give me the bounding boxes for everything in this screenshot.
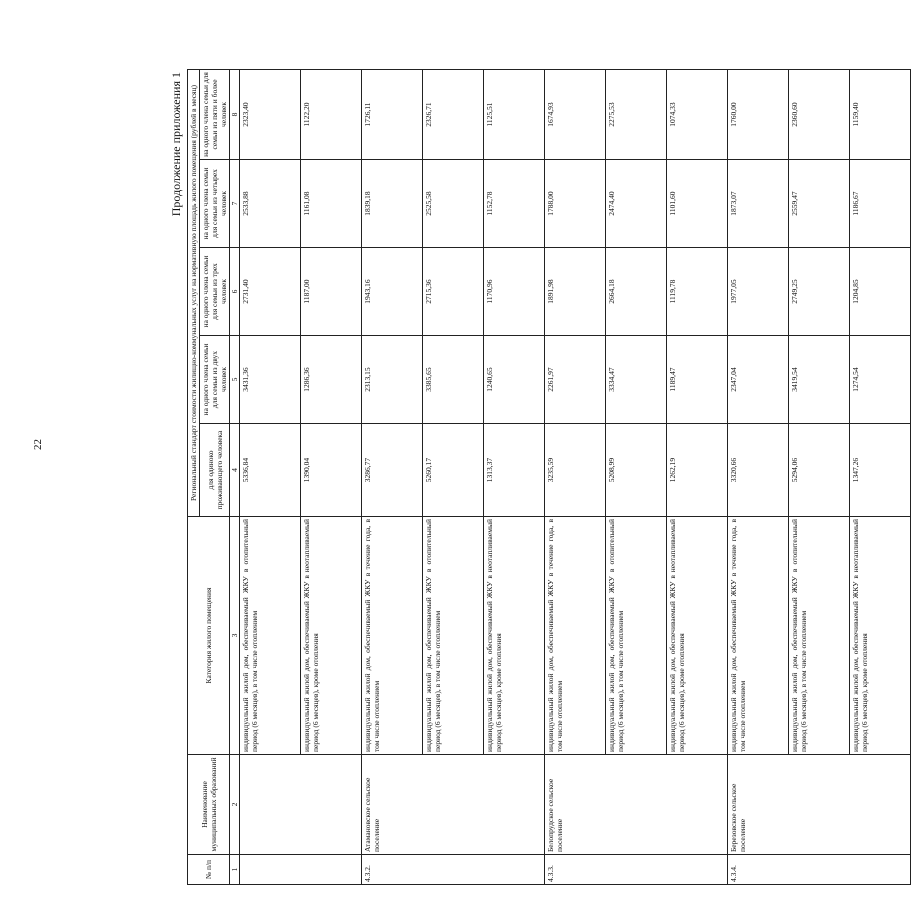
- municipality-name: [240, 755, 362, 855]
- standard-value: 1189,47: [667, 336, 728, 424]
- standard-value: 1977,05: [728, 248, 789, 336]
- standard-value: 2347,04: [728, 336, 789, 424]
- standard-value: 2731,40: [240, 248, 301, 336]
- header-standard: Региональный стандарт стоимости жилищно-коммунальных услуг на нормативную площадь жилого помещения (рублей в месяц): [188, 69, 200, 516]
- row-number: [240, 855, 362, 885]
- standard-value: 3320,66: [728, 424, 789, 517]
- standard-value: 1726,11: [362, 69, 423, 159]
- standard-value: 2715,36: [423, 248, 484, 336]
- standard-value: 5208,99: [606, 424, 667, 517]
- standard-value: 2261,97: [545, 336, 606, 424]
- standard-value: 2559,47: [789, 160, 850, 248]
- standard-value: 1187,00: [301, 248, 362, 336]
- standard-value: 2323,40: [240, 69, 301, 159]
- dwelling-category: индивидуальный жилой дом, обеспечиваемый ЖКУ в течение года, в том числе отоплением: [545, 517, 606, 755]
- standard-value: 2525,58: [423, 160, 484, 248]
- standard-value: 1262,19: [667, 424, 728, 517]
- row-number: 4.3.4.: [728, 855, 911, 885]
- table-body: [240, 69, 911, 884]
- standard-value: 5294,06: [789, 424, 850, 517]
- header-sub-5: на одного члена семьи для семьи из пяти и более человек: [200, 69, 230, 159]
- column-number: 1: [230, 855, 240, 885]
- header-sub-1: для одиноко проживающего человека: [200, 424, 230, 517]
- standard-value: 1159,40: [850, 69, 911, 159]
- standard-value: 2749,25: [789, 248, 850, 336]
- standard-value: 1274,54: [850, 336, 911, 424]
- standard-value: 1839,18: [362, 160, 423, 248]
- dwelling-category: индивидуальный жилой дом, обеспечиваемый ЖКУ в течение года, в том числе отоплением: [728, 517, 789, 755]
- header-sub-4: на одного члена семьи для семьи из четырех человек: [200, 160, 230, 248]
- rotated-page: [165, 70, 869, 885]
- standard-value: 3419,54: [789, 336, 850, 424]
- column-number: 6: [230, 248, 240, 336]
- page-number: 22: [32, 439, 44, 450]
- dwelling-category: индивидуальный жилой дом, обеспечиваемый ЖКУ в неотапливаемый период (6 месяцев), кроме отопления: [850, 517, 911, 755]
- standard-value: 3235,59: [545, 424, 606, 517]
- standard-value: 1788,00: [545, 160, 606, 248]
- standard-value: 1161,08: [301, 160, 362, 248]
- standard-value: 1286,36: [301, 336, 362, 424]
- standard-value: 1347,26: [850, 424, 911, 517]
- row-number: 4.3.3.: [545, 855, 728, 885]
- standard-value: 2664,18: [606, 248, 667, 336]
- standard-value: 5336,84: [240, 424, 301, 517]
- standard-value: 1674,93: [545, 69, 606, 159]
- standard-value: 1119,78: [667, 248, 728, 336]
- standard-value: 1760,00: [728, 69, 789, 159]
- dwelling-category: индивидуальный жилой дом, обеспечиваемый ЖКУ в неотапливаемый период (6 месяцев), кроме отопления: [667, 517, 728, 755]
- standard-value: 2275,53: [606, 69, 667, 159]
- dwelling-category: индивидуальный жилой дом, обеспечиваемый ЖКУ в отопительный период (6 месяцев), в том числе отоплением: [240, 517, 301, 755]
- standard-value: 2360,60: [789, 69, 850, 159]
- row-number: 4.3.2.: [362, 855, 545, 885]
- column-number: 4: [230, 424, 240, 517]
- municipality-name: Березовское сельское поселение: [728, 755, 911, 855]
- header-sub-2: на одного члена семьи для семьи из двух человек: [200, 336, 230, 424]
- standard-value: 1101,60: [667, 160, 728, 248]
- standard-value: 3334,47: [606, 336, 667, 424]
- column-number: 2: [230, 755, 240, 855]
- standard-value: 1122,20: [301, 69, 362, 159]
- standard-value: 1204,85: [850, 248, 911, 336]
- table-row: [362, 69, 423, 884]
- column-number: 5: [230, 336, 240, 424]
- standard-value: 1390,04: [301, 424, 362, 517]
- dwelling-category: индивидуальный жилой дом, обеспечиваемый ЖКУ в отопительный период (6 месяцев), в том числе отоплением: [789, 517, 850, 755]
- standard-value: 1240,65: [484, 336, 545, 424]
- header-num: № п/п: [188, 855, 230, 885]
- standard-value: 1186,67: [850, 160, 911, 248]
- header-sub-3: на одного члена семьи для семьи из трех человек: [200, 248, 230, 336]
- table-row: [545, 69, 606, 884]
- dwelling-category: индивидуальный жилой дом, обеспечиваемый ЖКУ в отопительный период (6 месяцев), в том числе отоплением: [423, 517, 484, 755]
- standard-value: 5260,17: [423, 424, 484, 517]
- standard-value: 1891,98: [545, 248, 606, 336]
- table-row: [728, 69, 789, 884]
- standards-table: [187, 69, 911, 885]
- column-number: 3: [230, 517, 240, 755]
- dwelling-category: индивидуальный жилой дом, обеспечиваемый ЖКУ в неотапливаемый период (6 месяцев), кроме отопления: [301, 517, 362, 755]
- header-name: Наименование муниципальных образований: [188, 755, 230, 855]
- standard-value: 1152,78: [484, 160, 545, 248]
- standard-value: 3431,36: [240, 336, 301, 424]
- column-number: 7: [230, 160, 240, 248]
- standard-value: 3385,65: [423, 336, 484, 424]
- standard-value: 3286,77: [362, 424, 423, 517]
- standard-value: 1313,37: [484, 424, 545, 517]
- standard-value: 2533,88: [240, 160, 301, 248]
- standard-value: 1125,51: [484, 69, 545, 159]
- standard-value: 2474,40: [606, 160, 667, 248]
- dwelling-category: индивидуальный жилой дом, обеспечиваемый ЖКУ в течение года, в том числе отоплением: [362, 517, 423, 755]
- dwelling-category: индивидуальный жилой дом, обеспечиваемый ЖКУ в отопительный период (6 месяцев), в том числе отоплением: [606, 517, 667, 755]
- header-category: Категория жилого помещения: [188, 517, 230, 755]
- standard-value: 2313,15: [362, 336, 423, 424]
- municipality-name: Атамановское сельское поселение: [362, 755, 545, 855]
- standard-value: 1170,96: [484, 248, 545, 336]
- municipality-name: Белопрудское сельское поселение: [545, 755, 728, 855]
- standard-value: 1074,33: [667, 69, 728, 159]
- appendix-caption: Продолжение приложения 1: [169, 72, 183, 217]
- table-row: [240, 69, 301, 884]
- standard-value: 1943,16: [362, 248, 423, 336]
- standard-value: 1873,07: [728, 160, 789, 248]
- column-number: 8: [230, 69, 240, 159]
- standard-value: 2326,71: [423, 69, 484, 159]
- dwelling-category: индивидуальный жилой дом, обеспечиваемый ЖКУ в неотапливаемый период (6 месяцев), кроме отопления: [484, 517, 545, 755]
